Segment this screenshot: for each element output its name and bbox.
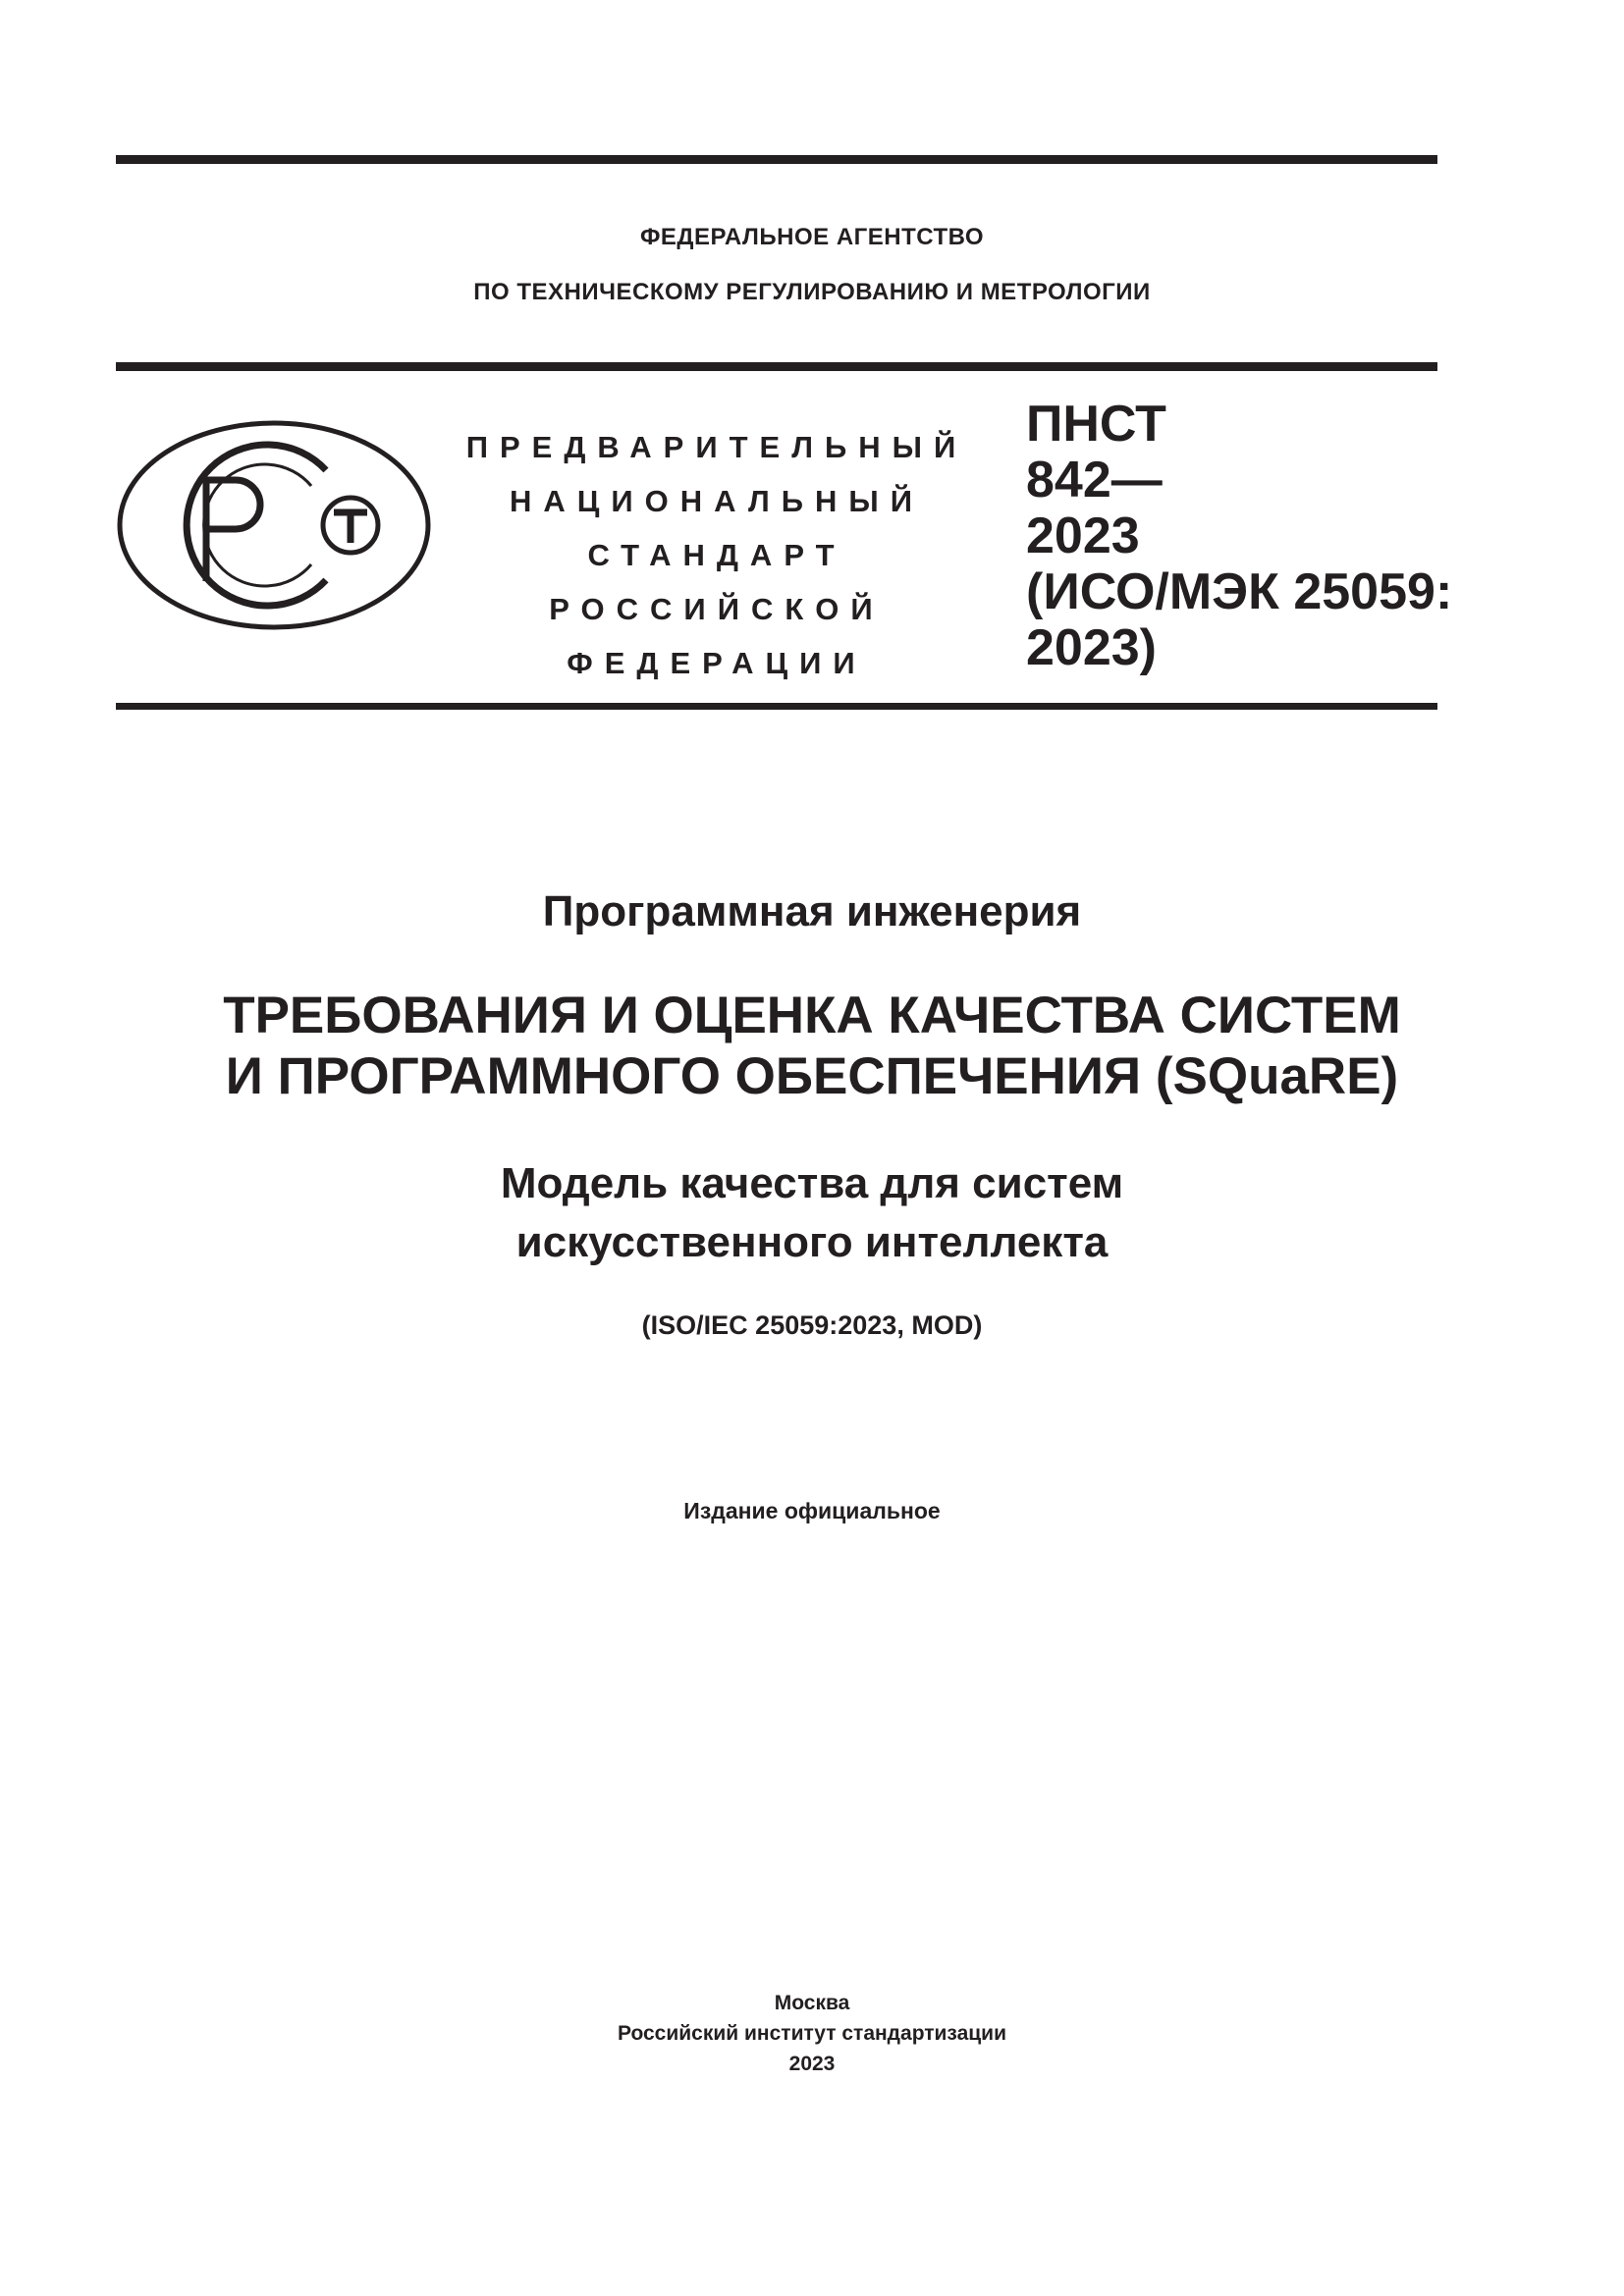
gost-r-emblem-icon xyxy=(116,419,432,631)
document-subject: Программная инженерия xyxy=(542,887,1082,935)
standard-number xyxy=(1026,397,1452,676)
standard-number-line: ПНСТ xyxy=(1026,396,1166,453)
agency-line-1: ФЕДЕРАЛЬНОЕ АГЕНТСТВО xyxy=(639,224,985,250)
header-rule xyxy=(116,362,1437,371)
gost-r-logo xyxy=(116,419,432,636)
edition-label: Издание официальное xyxy=(683,1498,941,1523)
standard-number-line: 842— xyxy=(1026,452,1163,508)
standard-type-line: СТАНДАРТ xyxy=(587,538,846,572)
standard-rule xyxy=(116,703,1437,710)
agency-line-2: ПО ТЕХНИЧЕСКОМУ РЕГУЛИРОВАНИЮ И МЕТРОЛОГИИ xyxy=(473,279,1151,305)
imprint-city: Москва xyxy=(774,1992,850,2014)
iso-reference: (ISO/IEC 25059:2023, MOD) xyxy=(641,1310,983,1340)
standard-number-line: 2023) xyxy=(1026,619,1157,676)
standard-type-line: ФЕДЕРАЦИИ xyxy=(567,646,867,680)
imprint-year: 2023 xyxy=(788,2053,836,2075)
standard-type xyxy=(461,420,972,690)
imprint-publisher: Российский институт стандартизации xyxy=(617,2022,1007,2045)
document-subtitle xyxy=(0,1154,1624,1272)
document-title-line: ТРЕБОВАНИЯ И ОЦЕНКА КАЧЕСТВА СИСТЕМ xyxy=(223,987,1401,1044)
standard-type-line: НАЦИОНАЛЬНЫЙ xyxy=(509,484,925,518)
document-subtitle-line: искусственного интеллекта xyxy=(515,1218,1109,1266)
top-rule xyxy=(116,155,1437,164)
standard-type-line: РОССИЙСКОЙ xyxy=(549,592,885,626)
standard-type-line: ПРЕДВАРИТЕЛЬНЫЙ xyxy=(465,430,968,464)
imprint xyxy=(0,1988,1624,2079)
document-title xyxy=(0,986,1624,1107)
standard-number-line: 2023 xyxy=(1026,507,1140,564)
standard-number-line: (ИСО/МЭК 25059: xyxy=(1026,563,1453,620)
document-title-line: И ПРОГРАММНОГО ОБЕСПЕЧЕНИЯ (SQuaRE) xyxy=(225,1047,1399,1105)
document-subtitle-line: Модель качества для систем xyxy=(500,1159,1124,1207)
